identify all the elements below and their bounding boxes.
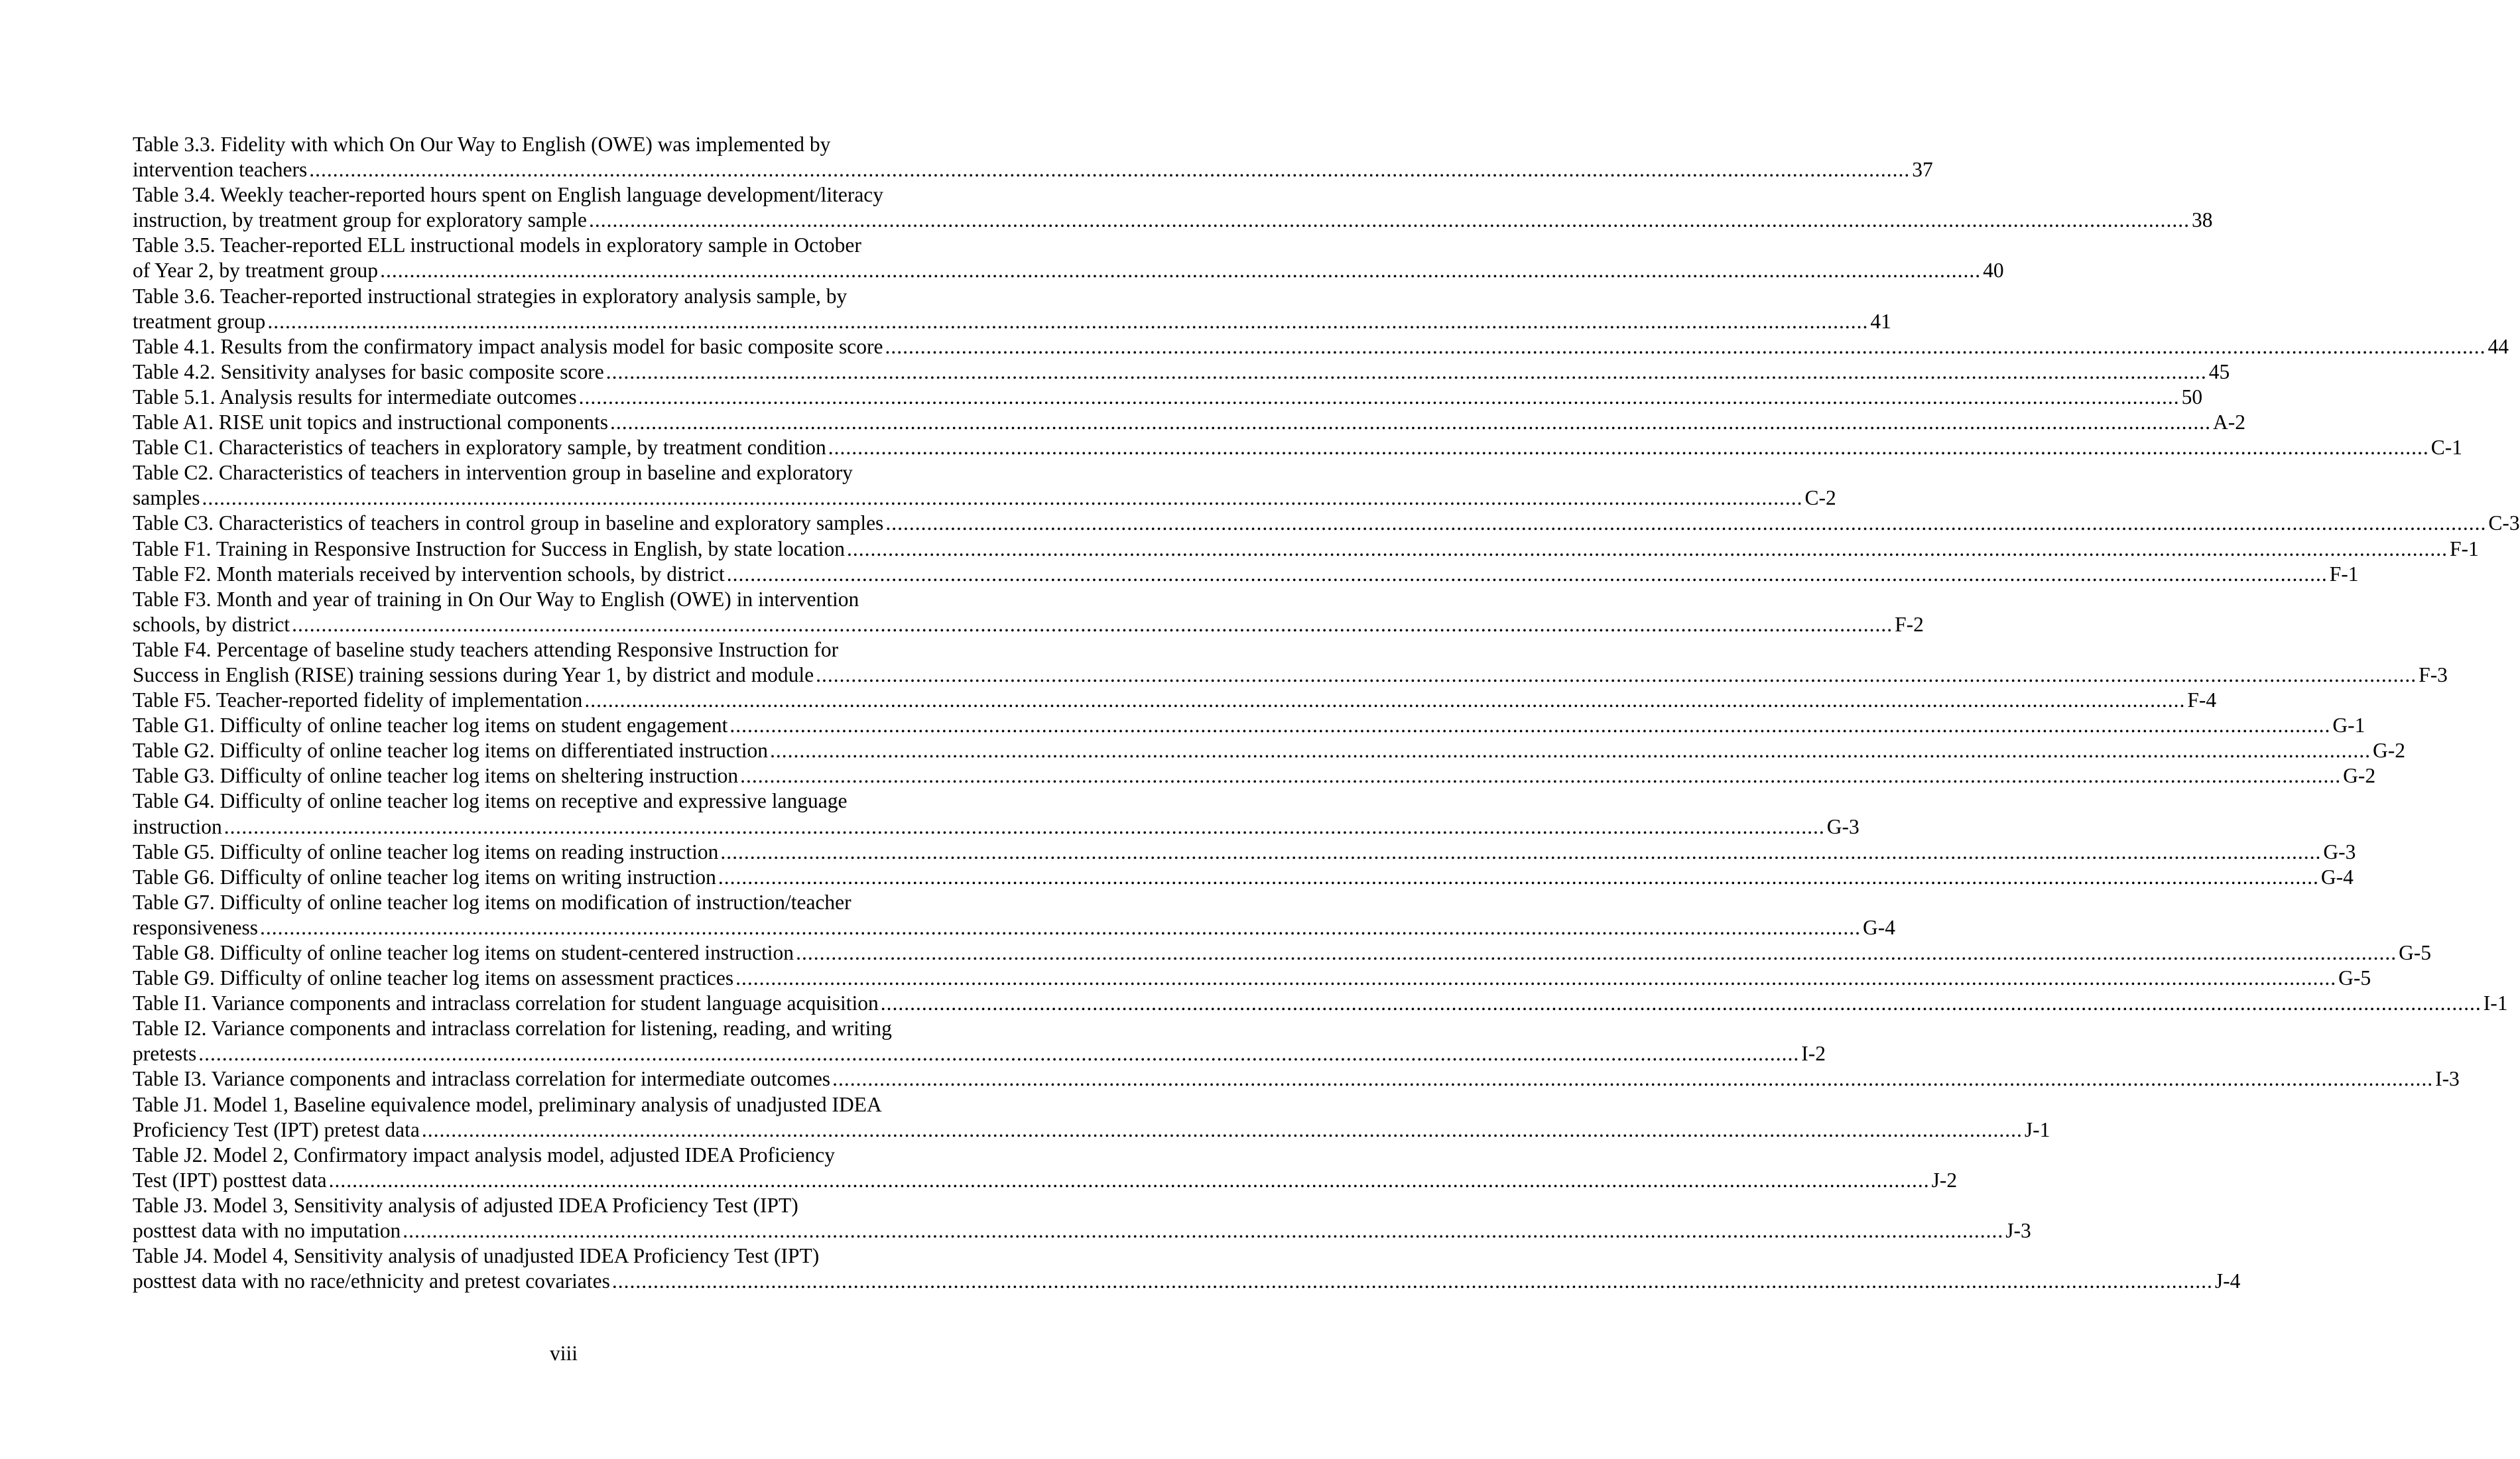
toc-entry-title-line: Table F2. Month materials received by intervention schools, by district bbox=[133, 562, 725, 586]
toc-entry-page: C-2 bbox=[1804, 486, 1836, 510]
toc-entry-title-line: Test (IPT) posttest data bbox=[133, 1168, 327, 1192]
toc-entry-title-line: Table I3. Variance components and intraclass correlation for intermediate outcomes bbox=[133, 1067, 831, 1091]
dot-leader bbox=[329, 1168, 1930, 1193]
toc-entry-page: 38 bbox=[2191, 208, 2213, 232]
toc-entry-title-line: posttest data with no imputation bbox=[133, 1219, 401, 1243]
toc-entry[interactable] bbox=[133, 1143, 1958, 1193]
toc-entry-title-line: pretests bbox=[133, 1042, 197, 1066]
dot-leader bbox=[198, 1041, 1799, 1066]
dot-leader bbox=[403, 1218, 2003, 1243]
dot-leader bbox=[292, 612, 1893, 637]
toc-entry-page: I-2 bbox=[1801, 1042, 1826, 1066]
toc-entry[interactable] bbox=[133, 713, 2365, 738]
toc-entry-page: 50 bbox=[2181, 385, 2203, 409]
dot-leader bbox=[267, 309, 1868, 334]
toc-entry-page: G-5 bbox=[2338, 966, 2371, 990]
toc-entry[interactable] bbox=[133, 991, 2508, 1016]
toc-entry-page: A-2 bbox=[2212, 411, 2245, 434]
toc-entry-title-line: Table G3. Difficulty of online teacher log items on sheltering instruction bbox=[133, 764, 739, 788]
toc-entry-page: J-3 bbox=[2005, 1219, 2031, 1243]
toc-entry-title-line: responsiveness bbox=[133, 915, 258, 939]
dot-leader bbox=[727, 562, 2328, 587]
toc-entry-title-line: Table 4.1. Results from the confirmatory impact analysis model for basic composite score bbox=[133, 334, 883, 358]
toc-entry-title-line: Table G1. Difficulty of online teacher log items on student engagement bbox=[133, 714, 728, 737]
page-number: viii bbox=[549, 1342, 578, 1365]
toc-entry-title-line: Table 4.2. Sensitivity analyses for basic composite score bbox=[133, 359, 604, 383]
dot-leader bbox=[832, 1066, 2433, 1092]
toc-entry-title-line: Table F1. Training in Responsive Instruction for Success in English, by state location bbox=[133, 537, 845, 560]
toc-entry-title-line: Table F3. Month and year of training in On Our Way to English (OWE) in intervention bbox=[133, 587, 859, 611]
toc-entry-page: J-2 bbox=[1931, 1168, 1958, 1192]
toc-entry[interactable] bbox=[133, 940, 2432, 966]
dot-leader bbox=[202, 485, 1802, 511]
dot-leader bbox=[796, 940, 2397, 966]
dot-leader bbox=[260, 915, 1861, 940]
toc-entry-title-line: Success in English (RISE) training sessions during Year 1, by district and module bbox=[133, 663, 814, 686]
dot-leader bbox=[380, 258, 1981, 283]
toc-entry[interactable] bbox=[133, 537, 2479, 562]
toc-entry[interactable] bbox=[133, 738, 2405, 763]
toc-entry-title-line: Table F4. Percentage of baseline study teachers attending Responsive Instruction for bbox=[133, 637, 839, 661]
dot-leader bbox=[828, 435, 2429, 460]
toc-entry[interactable] bbox=[133, 132, 1933, 182]
toc-entry-title-line: intervention teachers bbox=[133, 158, 308, 182]
toc-entry[interactable] bbox=[133, 1016, 1826, 1066]
toc-entry[interactable] bbox=[133, 865, 2354, 890]
toc-entry-page: C-1 bbox=[2430, 436, 2462, 460]
toc-entry-title-line: Proficiency Test (IPT) pretest data bbox=[133, 1117, 420, 1141]
toc-entry[interactable] bbox=[133, 334, 2509, 359]
toc-entry-title-line: Table G4. Difficulty of online teacher log items on receptive and expressive language bbox=[133, 789, 848, 813]
toc-entry-page: 44 bbox=[2488, 334, 2509, 358]
toc-entry[interactable] bbox=[133, 1243, 2241, 1294]
toc-entry-title-line: Table 3.3. Fidelity with which On Our Way to English (OWE) was implemented by bbox=[133, 133, 831, 156]
dot-leader bbox=[770, 738, 2371, 763]
toc-entry-title-line: Table 3.6. Teacher-reported instructional strategies in exploratory analysis sample, by bbox=[133, 284, 848, 308]
toc-entry-page: G-3 bbox=[2323, 840, 2356, 863]
toc-entry-title-line: treatment group bbox=[133, 309, 266, 333]
toc-entry-page: F-2 bbox=[1895, 612, 1924, 636]
toc-entry[interactable] bbox=[133, 284, 1891, 334]
toc-entry-page: C-3 bbox=[2488, 511, 2520, 535]
toc-entry-page: G-5 bbox=[2399, 941, 2432, 964]
dot-leader bbox=[729, 713, 2330, 738]
toc-entry-title-line: Table C3. Characteristics of teachers in control group in baseline and exploratory samples bbox=[133, 511, 884, 535]
toc-entry[interactable] bbox=[133, 435, 2462, 460]
toc-entry[interactable] bbox=[133, 359, 2230, 385]
toc-entry[interactable] bbox=[133, 562, 2359, 587]
toc-entry-title-line: Table G5. Difficulty of online teacher log items on reading instruction bbox=[133, 840, 719, 863]
toc-entry-title-line: Table J3. Model 3, Sensitivity analysis of adjusted IDEA Proficiency Test (IPT) bbox=[133, 1193, 798, 1217]
toc-entry-title-line: Table F5. Teacher-reported fidelity of implementation bbox=[133, 688, 583, 712]
toc-entry[interactable] bbox=[133, 688, 2217, 713]
toc-entry[interactable] bbox=[133, 182, 2213, 233]
toc-entry-page: I-3 bbox=[2435, 1067, 2460, 1091]
toc-entry-title-line: Table J1. Model 1, Baseline equivalence model, preliminary analysis of unadjusted IDEA bbox=[133, 1092, 882, 1116]
dot-leader bbox=[612, 1269, 2213, 1294]
dot-leader bbox=[610, 410, 2211, 435]
toc-entry[interactable] bbox=[133, 385, 2203, 410]
toc-entry-page: G-3 bbox=[1826, 814, 1859, 838]
dot-leader bbox=[735, 966, 2336, 991]
toc-entry[interactable] bbox=[133, 637, 2448, 688]
toc-entry-page: I-1 bbox=[2483, 991, 2508, 1015]
dot-leader bbox=[422, 1117, 2023, 1143]
toc-entry-title-line: Table G2. Difficulty of online teacher log items on differentiated instruction bbox=[133, 739, 768, 763]
toc-entry-title-line: Table I1. Variance components and intraclass correlation for student language acquisition bbox=[133, 991, 879, 1015]
toc-entry[interactable] bbox=[133, 966, 2371, 991]
toc-entry[interactable] bbox=[133, 890, 1895, 940]
toc-entry[interactable] bbox=[133, 233, 2004, 283]
toc-entry-title-line: Table G8. Difficulty of online teacher log items on student-centered instruction bbox=[133, 941, 794, 964]
toc-entry-title-line: Table J4. Model 4, Sensitivity analysis of unadjusted IDEA Proficiency Test (IPT) bbox=[133, 1244, 820, 1268]
dot-leader bbox=[589, 208, 2190, 233]
toc-entry[interactable] bbox=[133, 840, 2356, 865]
toc-entry-title-line: Table J2. Model 2, Confirmatory impact analysis model, adjusted IDEA Proficiency bbox=[133, 1143, 835, 1167]
toc-entry-title-line: Table 3.4. Weekly teacher-reported hours spent on English language development/literacy bbox=[133, 183, 884, 207]
dot-leader bbox=[606, 359, 2207, 385]
dot-leader bbox=[847, 537, 2448, 562]
toc-entry-title-line: instruction bbox=[133, 814, 222, 838]
toc-entry-page: 45 bbox=[2208, 359, 2230, 383]
toc-entry-title-line: Table 5.1. Analysis results for intermediate outcomes bbox=[133, 385, 577, 409]
dot-leader bbox=[224, 814, 1825, 840]
toc-entry[interactable] bbox=[133, 460, 1836, 511]
toc-entry[interactable] bbox=[133, 763, 2376, 789]
toc-entry[interactable] bbox=[133, 1193, 2031, 1243]
toc-entry[interactable] bbox=[133, 511, 2520, 536]
toc-entry-title-line: Table G9. Difficulty of online teacher log items on assessment practices bbox=[133, 966, 734, 990]
toc-entry-title-line: Table C2. Characteristics of teachers in intervention group in baseline and exploratory bbox=[133, 461, 853, 485]
toc-entry-page: F-1 bbox=[2329, 562, 2359, 586]
dot-leader bbox=[309, 157, 1910, 182]
dot-leader bbox=[579, 385, 2180, 410]
toc-entry-page: F-1 bbox=[2449, 537, 2479, 560]
toc-entry-page: G-1 bbox=[2332, 714, 2365, 737]
toc-entry-page: G-4 bbox=[2320, 865, 2354, 889]
toc-entry[interactable] bbox=[133, 410, 2245, 435]
toc-entry-page: J-4 bbox=[2214, 1269, 2241, 1293]
toc-entry-page: 37 bbox=[1912, 158, 1933, 182]
toc-entry[interactable] bbox=[133, 1092, 2050, 1143]
toc-entry[interactable] bbox=[133, 1066, 2460, 1092]
toc-entry-page: F-3 bbox=[2419, 663, 2448, 686]
dot-leader bbox=[718, 865, 2319, 890]
toc-entry-page: G-2 bbox=[2372, 739, 2405, 763]
dot-leader bbox=[885, 334, 2486, 359]
toc-entry-title-line: Table G6. Difficulty of online teacher log items on writing instruction bbox=[133, 865, 716, 889]
toc-entry-title-line: Table 3.5. Teacher-reported ELL instructional models in exploratory sample in October bbox=[133, 233, 861, 257]
toc-entry-title-line: Table A1. RISE unit topics and instructional components bbox=[133, 411, 608, 434]
toc-entry-title-line: Table C1. Characteristics of teachers in exploratory sample, by treatment condition bbox=[133, 436, 826, 460]
toc-entry-title-line: samples bbox=[133, 486, 200, 510]
toc-entry-title-line: schools, by district bbox=[133, 612, 290, 636]
toc-entry-title-line: Table I2. Variance components and intraclass correlation for listening, reading, and writing bbox=[133, 1017, 892, 1041]
toc-entry-page: F-4 bbox=[2187, 688, 2217, 712]
toc-entry-title-line: posttest data with no race/ethnicity and pretest covariates bbox=[133, 1269, 610, 1293]
dot-leader bbox=[584, 688, 2185, 713]
dot-leader bbox=[885, 511, 2486, 536]
toc-entry-page: J-1 bbox=[2024, 1117, 2050, 1141]
toc-entry-page: 41 bbox=[1870, 309, 1891, 333]
toc-entry-title-line: of Year 2, by treatment group bbox=[133, 259, 379, 283]
toc-entry-page: 40 bbox=[1983, 259, 2004, 283]
dot-leader bbox=[740, 763, 2341, 789]
toc-entry-title-line: instruction, by treatment group for exploratory sample bbox=[133, 208, 587, 232]
dot-leader bbox=[720, 840, 2321, 865]
dot-leader bbox=[881, 991, 2482, 1016]
toc-entry[interactable] bbox=[133, 587, 1924, 637]
toc-entry-page: G-2 bbox=[2343, 764, 2376, 788]
toc-entry-title-line: Table G7. Difficulty of online teacher log items on modification of instruction/teacher bbox=[133, 890, 851, 914]
dot-leader bbox=[816, 663, 2417, 688]
toc-entry-page: G-4 bbox=[1862, 915, 1895, 939]
toc-entry[interactable] bbox=[133, 789, 1859, 839]
table-of-tables bbox=[133, 132, 2520, 1294]
